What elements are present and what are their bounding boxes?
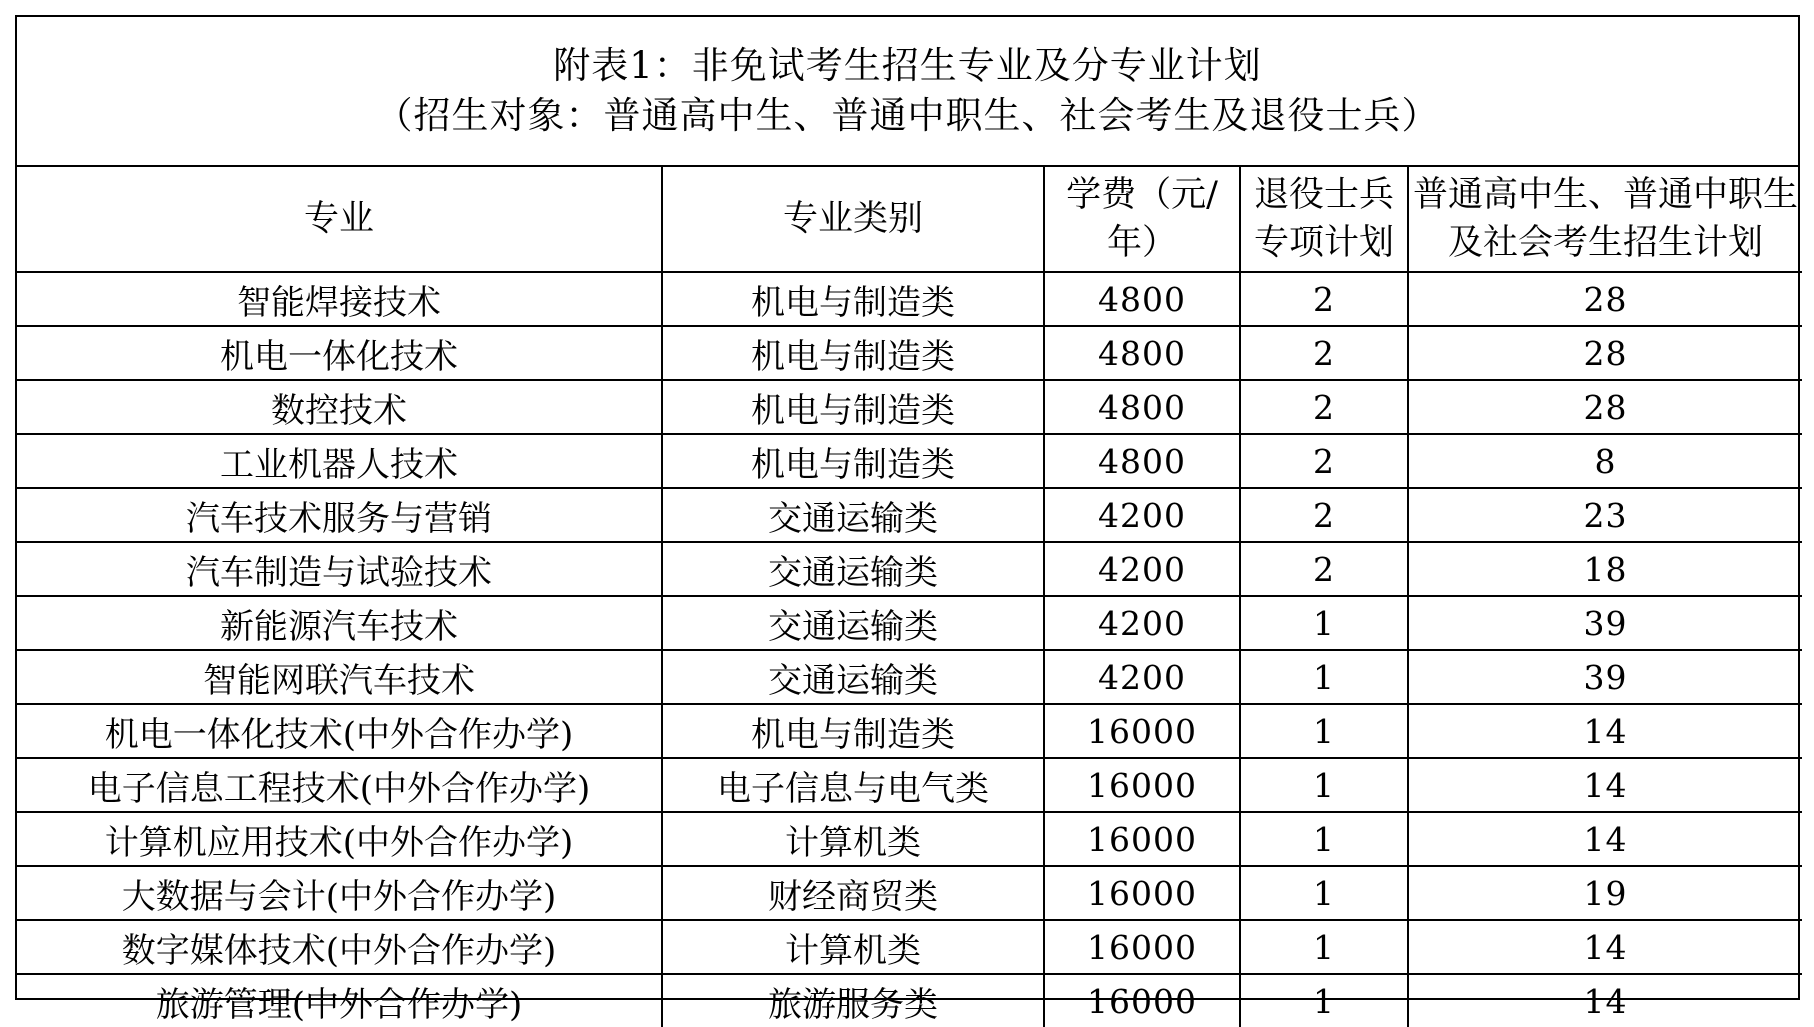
document-subtitle: （招生对象：普通高中生、普通中职生、社会考生及退役士兵） xyxy=(375,94,1440,137)
cell-major: 计算机应用技术(中外合作办学) xyxy=(17,812,662,866)
cell-tuition: 4800 xyxy=(1044,380,1240,434)
cell-general-plan: 8 xyxy=(1408,434,1802,488)
header-veteran-plan: 退役士兵专项计划 xyxy=(1240,167,1408,272)
cell-general-plan: 39 xyxy=(1408,596,1802,650)
cell-tuition: 16000 xyxy=(1044,920,1240,974)
header-category: 专业类别 xyxy=(662,167,1044,272)
cell-veteran-plan: 1 xyxy=(1240,596,1408,650)
cell-category: 交通运输类 xyxy=(662,542,1044,596)
cell-veteran-plan: 1 xyxy=(1240,704,1408,758)
cell-general-plan: 39 xyxy=(1408,650,1802,704)
table-row xyxy=(17,542,1802,596)
header-tuition: 学费（元/年） xyxy=(1044,167,1240,272)
cell-category: 机电与制造类 xyxy=(662,380,1044,434)
cell-category: 机电与制造类 xyxy=(662,326,1044,380)
title-block xyxy=(17,17,1798,167)
cell-category: 机电与制造类 xyxy=(662,272,1044,326)
table-row xyxy=(17,380,1802,434)
cell-tuition: 4200 xyxy=(1044,542,1240,596)
cell-veteran-plan: 1 xyxy=(1240,812,1408,866)
table-row xyxy=(17,596,1802,650)
cell-tuition: 4200 xyxy=(1044,488,1240,542)
cell-tuition: 16000 xyxy=(1044,704,1240,758)
cell-veteran-plan: 2 xyxy=(1240,488,1408,542)
cell-veteran-plan: 2 xyxy=(1240,326,1408,380)
cell-tuition: 4800 xyxy=(1044,272,1240,326)
cell-category: 财经商贸类 xyxy=(662,866,1044,920)
cell-major: 机电一体化技术(中外合作办学) xyxy=(17,704,662,758)
table-row xyxy=(17,650,1802,704)
cell-tuition: 4200 xyxy=(1044,650,1240,704)
cell-major: 数字媒体技术(中外合作办学) xyxy=(17,920,662,974)
table-row xyxy=(17,812,1802,866)
document-title: 附表1：非免试考生招生专业及分专业计划 xyxy=(553,44,1262,87)
cell-tuition: 4200 xyxy=(1044,596,1240,650)
cell-general-plan: 14 xyxy=(1408,974,1802,1027)
cell-general-plan: 28 xyxy=(1408,272,1802,326)
table-row xyxy=(17,866,1802,920)
cell-tuition: 16000 xyxy=(1044,974,1240,1027)
cell-general-plan: 23 xyxy=(1408,488,1802,542)
cell-general-plan: 19 xyxy=(1408,866,1802,920)
table-row xyxy=(17,272,1802,326)
cell-veteran-plan: 1 xyxy=(1240,650,1408,704)
table-body xyxy=(17,272,1802,1027)
cell-major: 汽车技术服务与营销 xyxy=(17,488,662,542)
cell-major: 汽车制造与试验技术 xyxy=(17,542,662,596)
header-general-plan: 普通高中生、普通中职生及社会考生招生计划 xyxy=(1408,167,1802,272)
cell-major: 大数据与会计(中外合作办学) xyxy=(17,866,662,920)
cell-category: 计算机类 xyxy=(662,920,1044,974)
cell-general-plan: 28 xyxy=(1408,380,1802,434)
cell-tuition: 16000 xyxy=(1044,866,1240,920)
table-row xyxy=(17,488,1802,542)
cell-major: 机电一体化技术 xyxy=(17,326,662,380)
cell-category: 机电与制造类 xyxy=(662,704,1044,758)
cell-major: 智能焊接技术 xyxy=(17,272,662,326)
cell-veteran-plan: 2 xyxy=(1240,380,1408,434)
cell-veteran-plan: 2 xyxy=(1240,542,1408,596)
table-header-row xyxy=(17,167,1802,272)
cell-general-plan: 14 xyxy=(1408,704,1802,758)
cell-tuition: 16000 xyxy=(1044,812,1240,866)
cell-category: 计算机类 xyxy=(662,812,1044,866)
cell-veteran-plan: 1 xyxy=(1240,866,1408,920)
cell-category: 交通运输类 xyxy=(662,488,1044,542)
table-row xyxy=(17,434,1802,488)
table-row xyxy=(17,326,1802,380)
cell-major: 智能网联汽车技术 xyxy=(17,650,662,704)
cell-major: 工业机器人技术 xyxy=(17,434,662,488)
cell-general-plan: 14 xyxy=(1408,812,1802,866)
cell-veteran-plan: 2 xyxy=(1240,272,1408,326)
cell-general-plan: 14 xyxy=(1408,758,1802,812)
cell-category: 机电与制造类 xyxy=(662,434,1044,488)
table-row xyxy=(17,704,1802,758)
cell-general-plan: 18 xyxy=(1408,542,1802,596)
cell-veteran-plan: 1 xyxy=(1240,974,1408,1027)
cell-category: 交通运输类 xyxy=(662,650,1044,704)
cell-veteran-plan: 1 xyxy=(1240,758,1408,812)
cell-tuition: 16000 xyxy=(1044,758,1240,812)
cell-category: 交通运输类 xyxy=(662,596,1044,650)
cell-major: 电子信息工程技术(中外合作办学) xyxy=(17,758,662,812)
cell-veteran-plan: 1 xyxy=(1240,920,1408,974)
table-row xyxy=(17,974,1802,1027)
enrollment-plan-table xyxy=(17,167,1802,1027)
cell-veteran-plan: 2 xyxy=(1240,434,1408,488)
cell-category: 旅游服务类 xyxy=(662,974,1044,1027)
cell-major: 新能源汽车技术 xyxy=(17,596,662,650)
cell-general-plan: 28 xyxy=(1408,326,1802,380)
cell-general-plan: 14 xyxy=(1408,920,1802,974)
cell-tuition: 4800 xyxy=(1044,434,1240,488)
cell-category: 电子信息与电气类 xyxy=(662,758,1044,812)
cell-major: 旅游管理(中外合作办学) xyxy=(17,974,662,1027)
header-major: 专业 xyxy=(17,167,662,272)
enrollment-plan-sheet xyxy=(15,15,1800,1025)
cell-major: 数控技术 xyxy=(17,380,662,434)
cell-tuition: 4800 xyxy=(1044,326,1240,380)
table-row xyxy=(17,920,1802,974)
table-row xyxy=(17,758,1802,812)
